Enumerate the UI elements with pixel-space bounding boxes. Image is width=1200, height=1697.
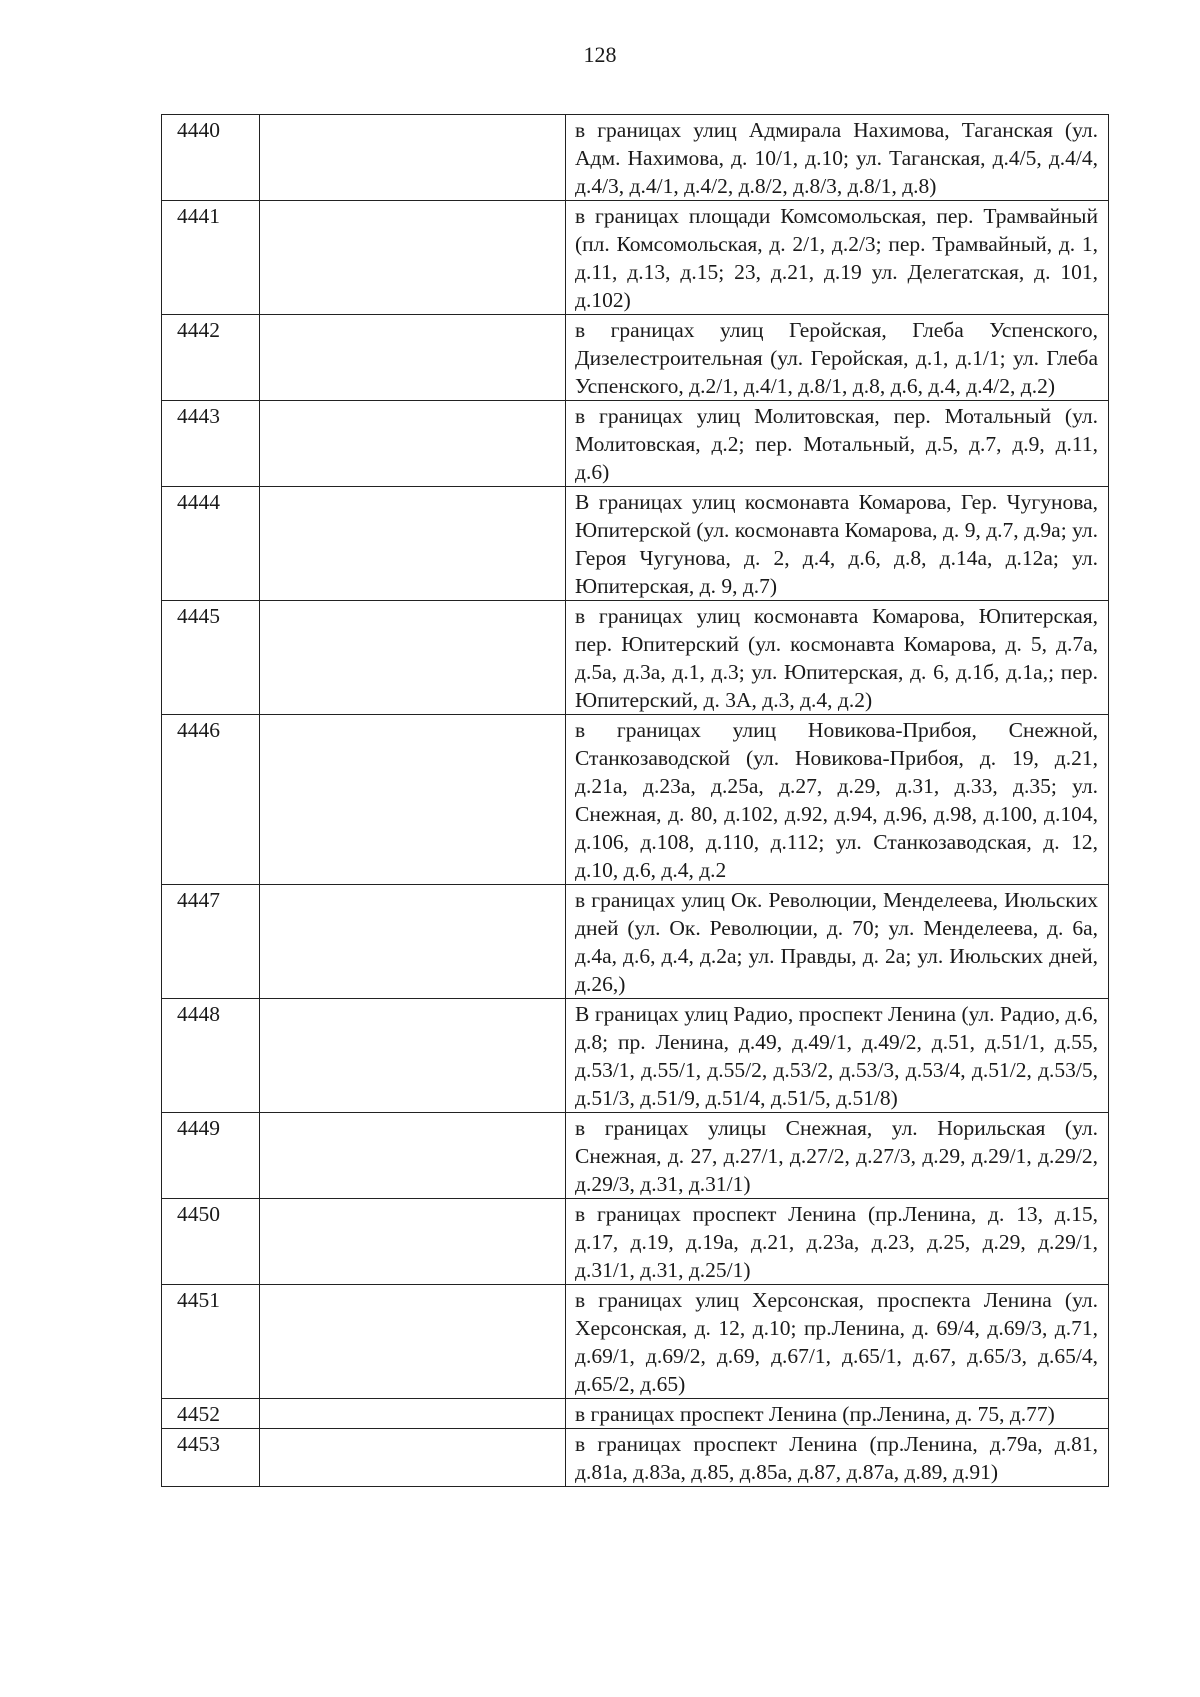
- table-row: [162, 601, 1109, 715]
- table-row: [162, 401, 1109, 487]
- row-number: 4452: [162, 1399, 260, 1429]
- row-number: 4440: [162, 115, 260, 201]
- table-row: [162, 1113, 1109, 1199]
- empty-cell: [260, 1199, 566, 1285]
- empty-cell: [260, 999, 566, 1113]
- row-description: в границах улиц Херсонская, проспекта Ленина (ул. Херсонская, д. 12, д.10; пр.Ленина, д. 69/4, д.69/3, д.71, д.69/1, д.69/2, д.69, д.67/1, д.65/1, д.67, д.65/3, д.65/4, д.65/2, д.65): [566, 1285, 1109, 1399]
- row-number: 4447: [162, 885, 260, 999]
- row-description: в границах улиц космонавта Комарова, Юпитерская, пер. Юпитерский (ул. космонавта Комарова, д. 5, д.7а, д.5а, д.3а, д.1, д.3; ул. Юпитерская, д. 6, д.1б, д.1а,; пер. Юпитерский, д. 3А, д.3, д.4, д.2): [566, 601, 1109, 715]
- empty-cell: [260, 885, 566, 999]
- row-number: 4446: [162, 715, 260, 885]
- empty-cell: [260, 201, 566, 315]
- table-row: [162, 201, 1109, 315]
- row-number: 4442: [162, 315, 260, 401]
- row-description: в границах улиц Ок. Революции, Менделеева, Июльских дней (ул. Ок. Революции, д. 70; ул. Менделеева, д. 6а, д.4а, д.6, д.4, д.2а; ул. Правды, д. 2а; ул. Июльских дней, д.26,): [566, 885, 1109, 999]
- row-description: в границах проспект Ленина (пр.Ленина, д. 13, д.15, д.17, д.19, д.19а, д.21, д.23а, д.23, д.25, д.29, д.29/1, д.31/1, д.31, д.25/1): [566, 1199, 1109, 1285]
- row-description: в границах улиц Геройская, Глеба Успенского, Дизелестроительная (ул. Геройская, д.1, д.1/1; ул. Глеба Успенского, д.2/1, д.4/1, д.8/1, д.8, д.6, д.4, д.4/2, д.2): [566, 315, 1109, 401]
- address-table: [161, 114, 1109, 1487]
- table-row: [162, 885, 1109, 999]
- table-row: [162, 1285, 1109, 1399]
- row-number: 4451: [162, 1285, 260, 1399]
- row-description: В границах улиц космонавта Комарова, Гер. Чугунова, Юпитерской (ул. космонавта Комарова, д. 9, д.7, д.9а; ул. Героя Чугунова, д. 2, д.4, д.6, д.8, д.14а, д.12а; ул. Юпитерская, д. 9, д.7): [566, 487, 1109, 601]
- row-number: 4449: [162, 1113, 260, 1199]
- row-description: в границах площади Комсомольская, пер. Трамвайный (пл. Комсомольская, д. 2/1, д.2/3; пер. Трамвайный, д. 1, д.11, д.13, д.15; 23, д.21, д.19 ул. Делегатская, д. 101, д.102): [566, 201, 1109, 315]
- row-number: 4441: [162, 201, 260, 315]
- empty-cell: [260, 401, 566, 487]
- table-row: [162, 1399, 1109, 1429]
- row-description: в границах проспект Ленина (пр.Ленина, д. 75, д.77): [566, 1399, 1109, 1429]
- row-description: в границах улиц Новикова-Прибоя, Снежной, Станкозаводской (ул. Новикова-Прибоя, д. 19, д.21, д.21а, д.23а, д.25а, д.27, д.29, д.31, д.33, д.35; ул. Снежная, д. 80, д.102, д.92, д.94, д.96, д.98, д.100, д.104, д.106, д.108, д.110, д.112; ул. Станкозаводская, д. 12, д.10, д.6, д.4, д.2: [566, 715, 1109, 885]
- empty-cell: [260, 1285, 566, 1399]
- table-row: [162, 1429, 1109, 1487]
- row-description: в границах улиц Адмирала Нахимова, Таганская (ул. Адм. Нахимова, д. 10/1, д.10; ул. Таганская, д.4/5, д.4/4, д.4/3, д.4/1, д.4/2, д.8/2, д.8/3, д.8/1, д.8): [566, 115, 1109, 201]
- row-number: 4450: [162, 1199, 260, 1285]
- row-description: В границах улиц Радио, проспект Ленина (ул. Радио, д.6, д.8; пр. Ленина, д.49, д.49/1, д.49/2, д.51, д.51/1, д.55, д.53/1, д.55/1, д.55/2, д.53/2, д.53/3, д.53/4, д.51/2, д.53/5, д.51/3, д.51/9, д.51/4, д.51/5, д.51/8): [566, 999, 1109, 1113]
- page-number: 128: [583, 42, 617, 67]
- table-row: [162, 999, 1109, 1113]
- empty-cell: [260, 1399, 566, 1429]
- row-number: 4445: [162, 601, 260, 715]
- empty-cell: [260, 601, 566, 715]
- row-number: 4443: [162, 401, 260, 487]
- empty-cell: [260, 487, 566, 601]
- empty-cell: [260, 715, 566, 885]
- row-description: в границах улицы Снежная, ул. Норильская (ул. Снежная, д. 27, д.27/1, д.27/2, д.27/3, д.29, д.29/1, д.29/2, д.29/3, д.31, д.31/1): [566, 1113, 1109, 1199]
- empty-cell: [260, 1429, 566, 1487]
- table-row: [162, 115, 1109, 201]
- table-row: [162, 1199, 1109, 1285]
- empty-cell: [260, 1113, 566, 1199]
- row-description: в границах проспект Ленина (пр.Ленина, д.79а, д.81, д.81а, д.83а, д.85, д.85а, д.87, д.87а, д.89, д.91): [566, 1429, 1109, 1487]
- row-description: в границах улиц Молитовская, пер. Мотальный (ул. Молитовская, д.2; пер. Мотальный, д.5, д.7, д.9, д.11, д.6): [566, 401, 1109, 487]
- row-number: 4453: [162, 1429, 260, 1487]
- table-row: [162, 315, 1109, 401]
- row-number: 4448: [162, 999, 260, 1113]
- table-row: [162, 487, 1109, 601]
- table-row: [162, 715, 1109, 885]
- empty-cell: [260, 115, 566, 201]
- row-number: 4444: [162, 487, 260, 601]
- empty-cell: [260, 315, 566, 401]
